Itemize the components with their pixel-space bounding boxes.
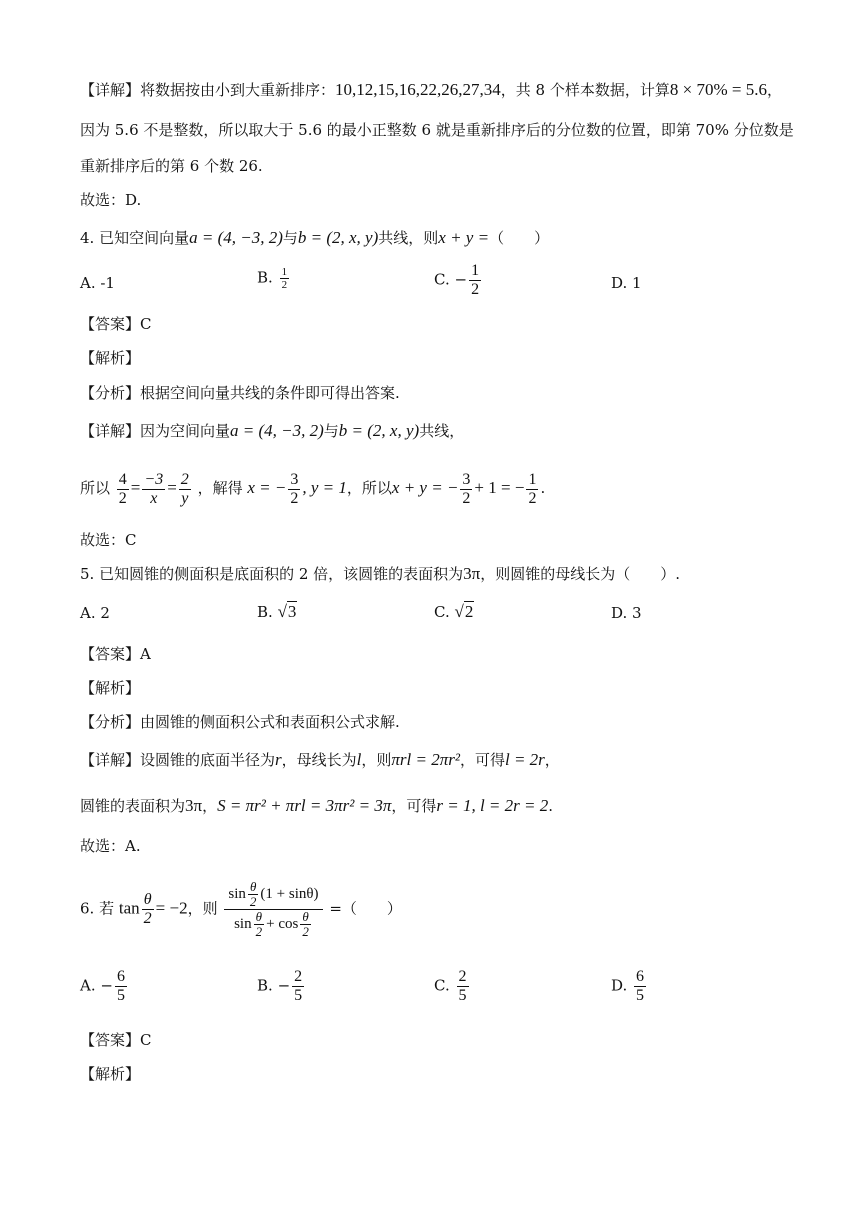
fraction [288, 471, 300, 508]
q4-solution-line: 所以 $\frac{4}{2}$ = $\frac{-3}{x}$ = $\frac{2}{y}$ ，解得 x = − $\frac{3}{2}$ , y = 1，所以x + y = − $\frac{3}{2}$ + 1 = − $\frac{1}{2}$ . [80, 470, 546, 507]
numerator: −3 [144, 470, 164, 488]
minus-sign: − [454, 270, 468, 289]
sum-expr: x + y = − [391, 478, 459, 497]
minus-sign: − [100, 976, 113, 995]
option-label: A. [80, 976, 96, 995]
q5-choose: 故选：A. [80, 837, 141, 855]
numerator: 2 [458, 968, 467, 985]
big-numerator [224, 880, 322, 910]
numerator: θ [142, 891, 154, 910]
fraction [142, 891, 154, 928]
denominator: 2 [118, 489, 127, 507]
q6-answer: 【答案】C [80, 1031, 152, 1049]
answer-blank: =（ ） [329, 899, 402, 918]
denominator: 2 [249, 894, 257, 909]
big-denominator [224, 910, 322, 939]
slant-eq: l = 2r [504, 750, 545, 769]
numerator: 6 [116, 968, 125, 985]
vector-a: a = (4, −3, 2) [230, 421, 324, 440]
denominator: 2 [302, 924, 309, 939]
detail-text: ，共 8 个样本数据，计算 [500, 81, 670, 99]
numerator: 1 [471, 262, 480, 279]
detail-line-1 [80, 80, 782, 100]
q6-option-a [80, 968, 129, 1005]
q4-choose: 故选：C [80, 531, 137, 549]
fraction [300, 910, 311, 939]
option-label: B. [257, 603, 273, 621]
denominator: 2 [255, 924, 263, 939]
numerator: 4 [118, 470, 127, 488]
fraction [457, 968, 469, 1005]
fraction [292, 968, 304, 1005]
denominator: 5 [294, 987, 303, 1004]
surface-area-eq: S = πr² + πrl = 3πr² = 3π [217, 796, 392, 815]
detail-text: ，可得 [459, 751, 505, 769]
so-text: 所以 [80, 479, 111, 497]
q4-option-a: A. -1 [80, 274, 115, 292]
punct: ， [766, 81, 782, 99]
q4-text: 4. 已知空间向量 [80, 229, 190, 247]
q6-analysis-heading: 【解析】 [80, 1065, 141, 1083]
detail-text: ，可得 [391, 797, 437, 815]
q4-option-b [257, 266, 291, 291]
so-text: ，所以 [346, 479, 392, 497]
q6-text: ，则 [187, 899, 218, 918]
plus-one: + 1 = − [474, 478, 525, 497]
denominator: x [150, 489, 158, 507]
q5-detail-1 [80, 750, 560, 770]
y-equation: , y = 1 [302, 478, 347, 497]
denominator: 5 [636, 987, 645, 1004]
period: . [540, 479, 546, 497]
numerator: 2 [180, 470, 189, 488]
q4-text: 与 [282, 229, 298, 247]
fraction [280, 266, 290, 291]
denominator: 2 [281, 279, 288, 291]
denominator: 2 [471, 281, 480, 298]
fraction [248, 880, 259, 909]
fraction [460, 471, 472, 508]
radicand: 3 [287, 602, 297, 621]
numerator: 1 [281, 266, 288, 278]
numerator: θ [254, 910, 265, 925]
denominator: 2 [528, 489, 537, 507]
q5-analysis-heading: 【解析】 [80, 679, 141, 697]
option-label: C. [434, 270, 450, 289]
q4-text: 共线，则 [378, 229, 439, 247]
q5-fenxi: 【分析】由圆锥的侧面积公式和表面积公式求解. [80, 713, 400, 731]
q5-option-d: D. 3 [611, 604, 642, 622]
sum-expr: x + y = [438, 228, 490, 247]
lateral-area-eq: πrl = 2πr² [391, 750, 460, 769]
fraction [526, 471, 538, 508]
slant-var: l [356, 750, 362, 769]
detail-text: ，则 [361, 751, 392, 769]
q4-stem [80, 228, 549, 248]
q5-text: 5. 已知圆锥的侧面积是底面积的 2 倍，该圆锥的表面积为 [80, 565, 464, 583]
q5-text: ，则圆锥的母线长为（ ）. [480, 565, 681, 583]
numerator: 3 [462, 470, 471, 488]
numerator: 2 [294, 968, 303, 985]
sorted-data: 10,12,15,16,22,26,27,34 [335, 80, 501, 99]
denominator: 5 [458, 987, 467, 1004]
detail-text: 【详解】将数据按由小到大重新排序： [80, 81, 336, 99]
q6-text: 6. 若 [80, 899, 115, 918]
detail-text: 与 [323, 422, 339, 440]
fraction [115, 968, 127, 1005]
denominator: 2 [462, 489, 471, 507]
option-label: D. [611, 976, 628, 995]
q6-option-c [434, 968, 471, 1005]
numerator-rest: (1 + sinθ) [260, 885, 319, 902]
numerator: θ [300, 910, 311, 925]
numerator: 3 [290, 470, 299, 488]
q6-option-b [257, 968, 306, 1005]
sqrt-expr: √2 [454, 602, 474, 621]
fraction [254, 910, 265, 939]
q5-option-b [257, 602, 297, 622]
denominator: 2 [290, 489, 299, 507]
q5-answer: 【答案】A [80, 645, 151, 663]
detail-line-3: 重新排序后的第 6 个数 26. [80, 157, 263, 175]
option-label: C. [434, 603, 450, 621]
option-label: B. [257, 268, 273, 287]
percentile-calc: 8 × 70% = 5.6 [669, 80, 767, 99]
vector-b: b = (2, x, y) [297, 228, 379, 247]
q4-fenxi: 【分析】根据空间向量共线的条件即可得出答案. [80, 384, 400, 402]
detail-text: 【详解】设圆锥的底面半径为 [80, 751, 276, 769]
detail-text: ，母线长为 [281, 751, 357, 769]
q4-answer: 【答案】C [80, 315, 152, 333]
fraction [634, 968, 646, 1005]
numerator: 1 [528, 470, 537, 488]
vector-b: b = (2, x, y) [338, 421, 420, 440]
q6-option-d [611, 968, 648, 1005]
answer-blank: （ ） [489, 229, 550, 247]
q5-stem [80, 564, 680, 584]
sin-fn: sin [228, 885, 246, 902]
fraction [469, 262, 481, 299]
punct: ， [544, 751, 560, 769]
period: . [548, 797, 554, 815]
plus-cos: + cos [266, 915, 299, 932]
q4-option-c [434, 262, 483, 299]
q5-option-c [434, 602, 474, 622]
q4-analysis-heading: 【解析】 [80, 349, 141, 367]
sqrt-expr: √3 [277, 602, 297, 621]
punct: ， [202, 797, 218, 815]
denominator: y [181, 489, 189, 507]
q4-option-d: D. 1 [611, 274, 642, 292]
choose-line: 故选：D. [80, 191, 142, 209]
numerator: 6 [636, 968, 645, 985]
detail-text: 共线， [419, 422, 465, 440]
result-eq: r = 1, l = 2r = 2 [436, 796, 549, 815]
fraction [179, 471, 191, 508]
vector-a: a = (4, −3, 2) [189, 228, 283, 247]
q6-stem [80, 880, 402, 939]
option-label: C. [434, 976, 450, 995]
big-fraction [224, 880, 322, 939]
solve-text: ，解得 [197, 479, 243, 497]
q5-detail-2 [80, 796, 553, 816]
tan-value: = −2 [155, 898, 188, 918]
radius-var: r [275, 750, 282, 769]
q4-detail [80, 421, 464, 441]
x-equation: x = − [247, 478, 287, 497]
denominator: 5 [116, 987, 125, 1004]
detail-text: 圆锥的表面积为 [80, 797, 186, 815]
detail-line-2: 因为 5.6 不是整数，所以取大于 5.6 的最小正整数 6 就是重新排序后的分位数的位置，即第 70% 分位数是 [80, 121, 794, 139]
surface-area: 3π [463, 564, 481, 583]
numerator: θ [248, 880, 259, 895]
detail-text: 【详解】因为空间向量 [80, 422, 231, 440]
q5-option-a: A. 2 [80, 604, 110, 622]
fraction [117, 471, 129, 508]
radicand: 2 [464, 602, 474, 621]
fraction [142, 471, 165, 508]
tan-fn: tan [118, 898, 140, 918]
sin-fn: sin [234, 915, 252, 932]
minus-sign: − [277, 976, 291, 995]
option-label: B. [257, 976, 273, 995]
surface-area: 3π [185, 796, 203, 815]
denominator: 2 [143, 910, 152, 927]
